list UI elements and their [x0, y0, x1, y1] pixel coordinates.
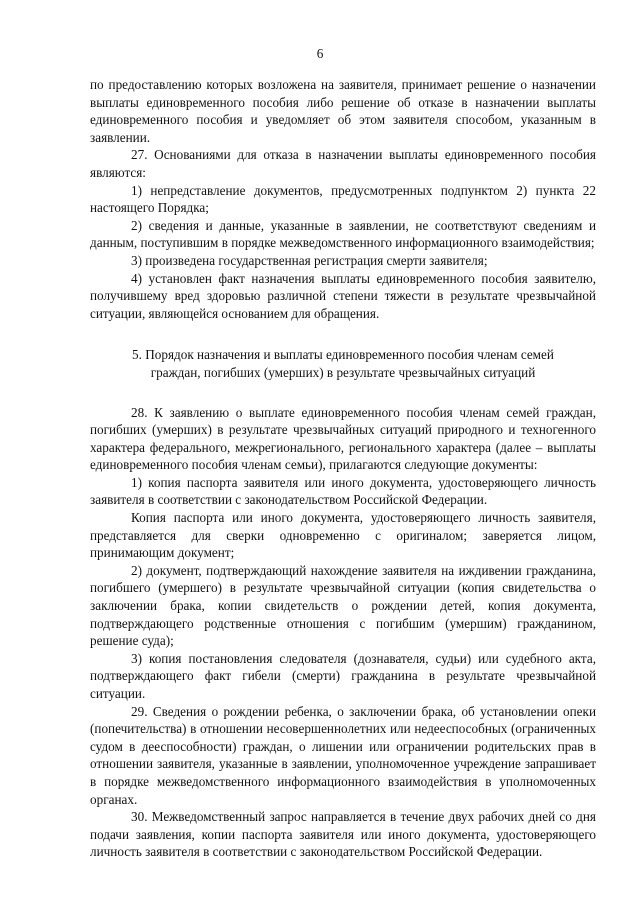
paragraph: 1) непредставление документов, предусмотренных подпунктом 2) пункта 22 настоящего Порядка;	[90, 182, 596, 216]
paragraph: 28. К заявлению о выплате единовременного пособия членам семей граждан, погибших (умерших) в результате чрезвычайных ситуаций природного и техногенного характера федерального, межрегионального, регионального характера (далее – выплаты единовременного пособия членам семьи), прилагаются следующие документы:	[90, 404, 596, 473]
paragraphs-before	[90, 76, 596, 322]
paragraph: 3) произведена государственная регистрация смерти заявителя;	[131, 252, 488, 268]
paragraph: 29. Сведения о рождении ребенка, о заключении брака, об установлении опеки (попечительства) в отношении несовершеннолетних или недееспособных (ограниченных судом в дееспособности) граждан, о лишении или ограничении родительских прав в отношении заявителя, указанные в заявлении, уполномоченное учреждение запрашивает в порядке межведомственного информационного взаимодействия в уполномоченных органах.	[90, 703, 596, 807]
paragraph: 30. Межведомственный запрос направляется в течение двух рабочих дней со дня подачи заявления, копии паспорта заявителя или иного документа, удостоверяющего личность заявителя в соответствии с законодательством Российской Федерации.	[90, 809, 596, 860]
paragraph: 4) установлен факт назначения выплаты единовременного пособия заявителю, получившему вред здоровью различной степени тяжести в результате чрезвычайной ситуации, являющейся основанием для обращения.	[90, 270, 596, 321]
paragraph: 3) копия постановления следователя (дознавателя, судьи) или судебного акта, подтверждающего факт гибели (смерти) гражданина в результате чрезвычайной ситуации.	[90, 650, 596, 701]
paragraph: 2) документ, подтверждающий нахождение заявителя на иждивении гражданина, погибшего (умершего) в результате чрезвычайной ситуации (копия свидетельства о заключении брака, копии свидетельств о рождении детей, копия документа, подтверждающего родственные отношения с погибшим (умершим) гражданином, решение суда);	[90, 562, 596, 649]
paragraph: 1) копия паспорта заявителя или иного документа, удостоверяющего личность заявителя в соответствии с законодательством Российской Федерации.	[90, 474, 596, 508]
paragraph: по предоставлению которых возложена на заявителя, принимает решение о назначении выплаты единовременного пособия либо решение об отказе в назначении выплаты единовременного пособия и уведомляет об этом заявителя способом, указанным в заявлении.	[90, 77, 596, 145]
section-heading-line-1: 5. Порядок назначения и выплаты единовременного пособия членам семей	[132, 347, 554, 363]
paragraphs-after	[90, 404, 596, 861]
page-content	[90, 76, 596, 861]
page-number: 6	[316, 46, 324, 61]
section-heading-line-2: граждан, погибших (умерших) в результате чрезвычайных ситуаций	[150, 364, 536, 380]
paragraph: 27. Основаниями для отказа в назначении выплаты единовременного пособия являются:	[90, 147, 596, 180]
paragraph: Копия паспорта или иного документа, удостоверяющего личность заявителя, представляется для сверки одновременно с оригиналом; заверяется лицом, принимающим документ;	[90, 510, 596, 561]
section-heading	[90, 346, 596, 381]
paragraph: 2) сведения и данные, указанные в заявлении, не соответствуют сведениям и данным, поступившим в порядке межведомственного информационного взаимодействия;	[90, 217, 596, 251]
